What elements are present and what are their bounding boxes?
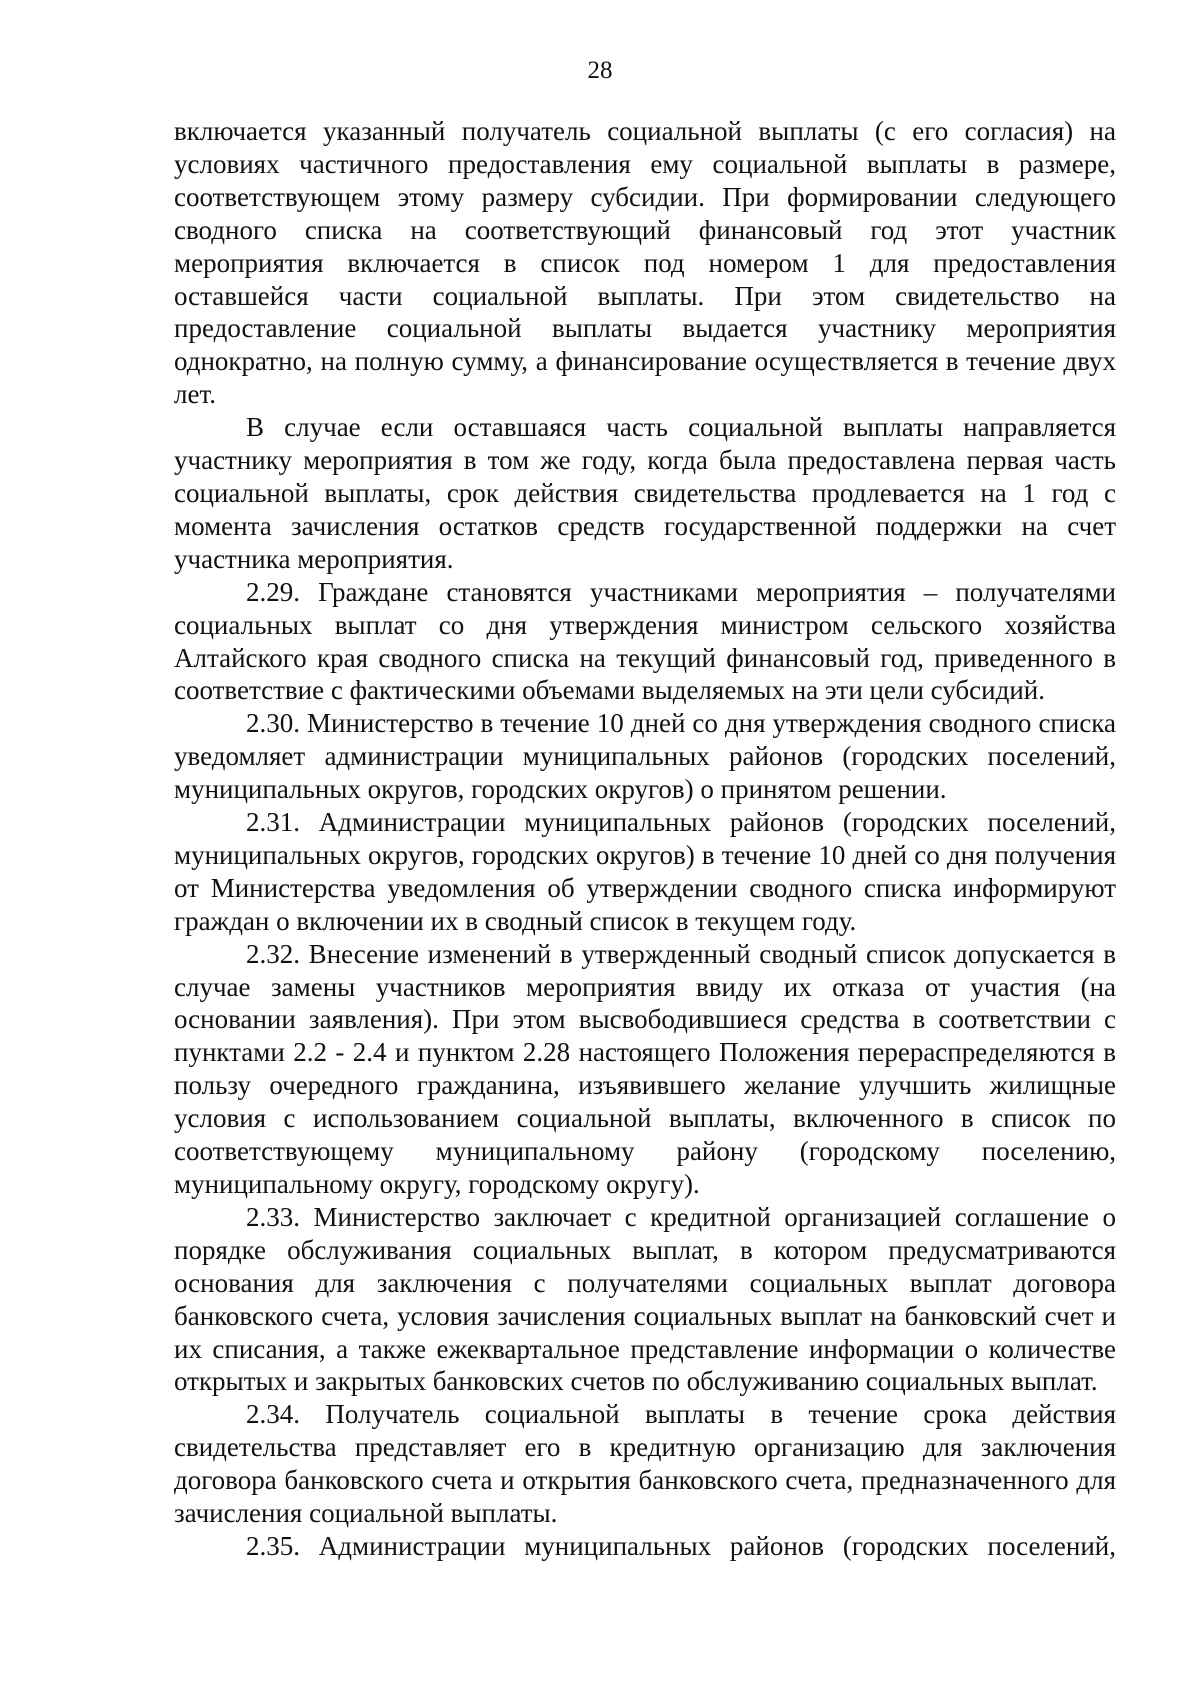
- paragraph-2-35: 2.35. Администрации муниципальных районов (городских поселений,: [246, 1530, 1116, 1561]
- paragraph-2-30: 2.30. Министерство в течение 10 дней со дня утверждения сводного списка уведомляет администрации муниципальных районов (городских поселений, муниципальных округов, городских округов) о принятом решении.: [174, 708, 1116, 805]
- paragraph-continued: включается указанный получатель социальной выплаты (с его согласия) на условиях частичного предоставления ему социальной выплаты в размере, соответствующем этому размеру субсидии. При формировании следующего сводного списка на соответствующий финансовый год этот участник мероприятия включается в список под номером 1 для предоставления оставшейся части социальной выплаты. При этом свидетельство на предоставление социальной выплаты выдается участнику мероприятия однократно, на полную сумму, а финансирование осуществляется в течение двух лет.: [174, 116, 1116, 410]
- paragraph-2-34: 2.34. Получатель социальной выплаты в течение срока действия свидетельства представляет его в кредитную организацию для заключения договора банковского счета и открытия банковского счета, предназначенного для зачисления социальной выплаты.: [174, 1399, 1116, 1529]
- paragraph: В случае если оставшаяся часть социальной выплаты направляется участнику мероприятия в том же году, когда была предоставлена первая часть социальной выплаты, срок действия свидетельства продлевается на 1 год с момента зачисления остатков средств государственной поддержки на счет участника мероприятия.: [174, 412, 1116, 574]
- paragraph-2-31: 2.31. Администрации муниципальных районов (городских поселений, муниципальных округов, городских округов) в течение 10 дней со дня получения от Министерства уведомления об утверждении сводного списка информируют граждан о включении их в сводный список в текущем году.: [174, 807, 1116, 936]
- paragraph-2-33: 2.33. Министерство заключает с кредитной организацией соглашение о порядке обслуживания социальных выплат, в котором предусматриваются основания для заключения с получателями социальных выплат договора банковского счета, условия зачисления социальных выплат на банковский счет и их списания, а также ежеквартальное представление информации о количестве открытых и закрытых банковских счетов по обслуживанию социальных выплат.: [174, 1201, 1116, 1397]
- paragraph-2-29: 2.29. Граждане становятся участниками мероприятия – получателями социальных выплат со дня утверждения министром сельского хозяйства Алтайского края сводного списка на текущий финансовый год, приведенного в соответствие с фактическими объемами выделяемых на эти цели субсидий.: [174, 576, 1116, 706]
- page-number: 28: [587, 57, 613, 84]
- paragraph-2-32: 2.32. Внесение изменений в утвержденный сводный список допускается в случае замены участников мероприятия ввиду их отказа от участия (на основании заявления). При этом высвободившиеся средства в соответствии с пунктами 2.2 - 2.4 и пунктом 2.28 настоящего Положения перераспределяются в пользу очередного гражданина, изъявившего желание улучшить жилищные условия с использованием социальной выплаты, включенного в список по соответствующему муниципальному району (городскому поселению, муниципальному округу, городскому округу).: [174, 938, 1116, 1199]
- document-body: [174, 115, 1116, 1563]
